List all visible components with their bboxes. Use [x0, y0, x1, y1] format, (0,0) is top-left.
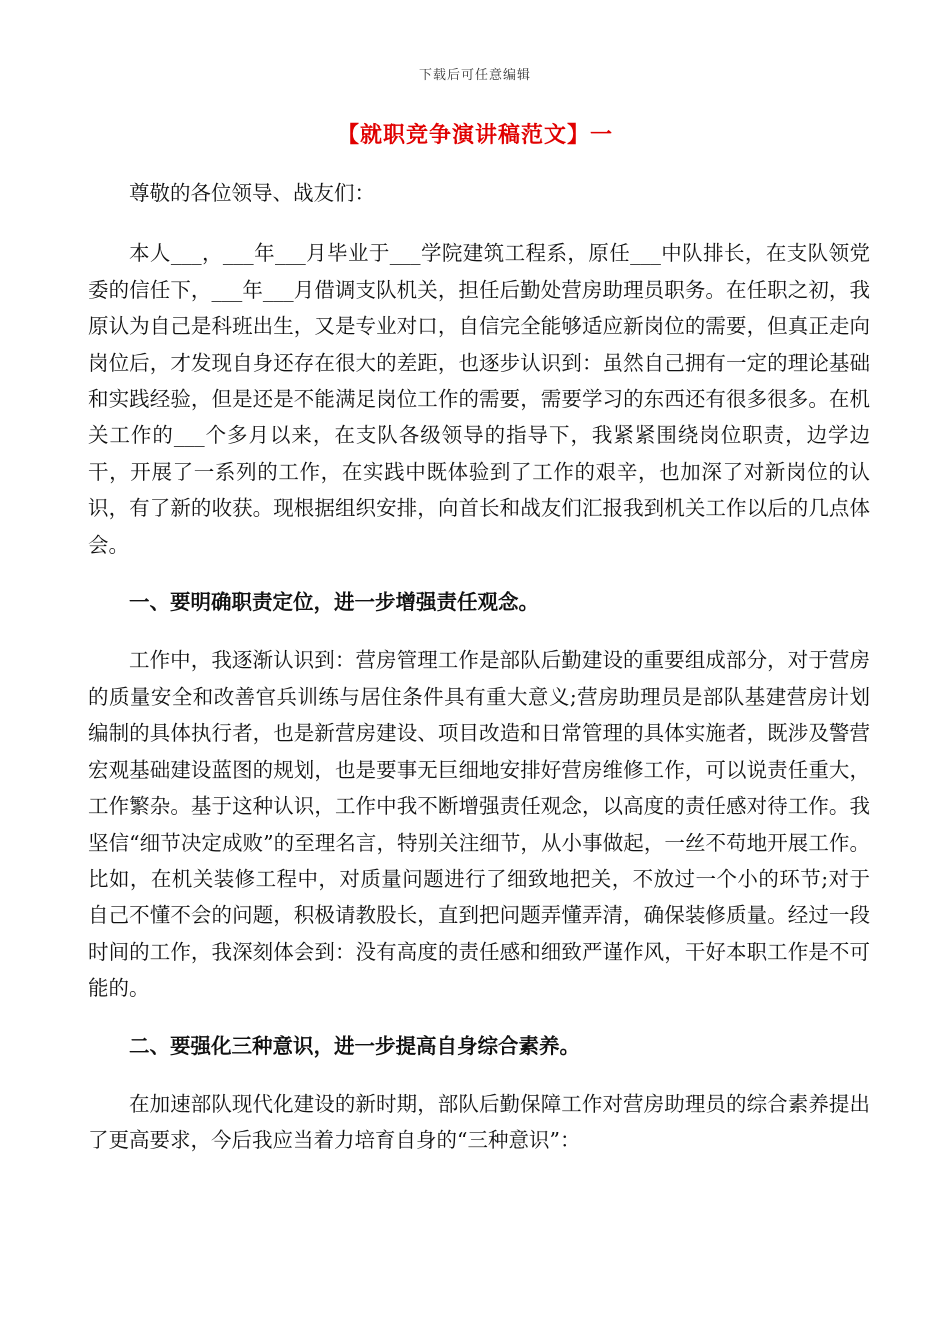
document-title: 【就职竞争演讲稿范文】一 [336, 122, 613, 148]
section-1-paragraph: 工作中，我逐渐认识到：营房管理工作是部队后勤建设的重要组成部分，对于营房的质量安全和改善官兵训练与居住条件具有重大意义;营房助理员是部队基建营房计划编制的具体执行者，也是新营房建设、项目改造和日常管理的具体实施者，既涉及警营宏观基础建设蓝图的规划，也是要事无巨细地安排好营房维修工作，可以说责任重大，工作繁杂。基于这种认识，工作中我不断增强责任观念，以高度的责任感对待工作。我坚信“细节决定成败”的至理名言，特别关注细节，从小事做起，一丝不苟地开展工作。比如，在机关装修工程中，对质量问题进行了细致地把关，不放过一个小的环节;对于自己不懂不会的问题，积极请教股长，直到把问题弄懂弄清，确保装修质量。经过一段时间的工作，我深刻体会到：没有高度的责任感和细致严谨作风，干好本职工作是不可能的。 [88, 648, 870, 1001]
header-note: 下载后可任意编辑 [418, 68, 531, 83]
section-1-heading: 一、要明确职责定位，进一步增强责任观念。 [129, 590, 539, 615]
document-body [88, 175, 870, 1159]
section-2-heading: 二、要强化三种意识，进一步提高自身综合素养。 [129, 1033, 580, 1058]
section-2-paragraph: 在加速部队现代化建设的新时期，部队后勤保障工作对营房助理员的综合素养提出了更高要求，今后我应当着力培育自身的“三种意识”： [88, 1091, 870, 1153]
greeting: 尊敬的各位领导、战友们： [129, 181, 375, 205]
intro-paragraph: 本人___，___年___月毕业于___学院建筑工程系，原任___中队排长，在支队领党委的信任下，___年___月借调支队机关，担任后勤处营房助理员职务。在任职之初，我原认为自己是科班出生，又是专业对口，自信完全能够适应新岗位的需要，但真正走向岗位后，才发现自身还存在很大的差距，也逐步认识到：虽然自己拥有一定的理论基础和实践经验，但是还是不能满足岗位工作的需要，需要学习的东西还有很多很多。在机关工作的___个多月以来，在支队各级领导的指导下，我紧紧围绕岗位职责，边学边干，开展了一系列的工作，在实践中既体验到了工作的艰辛，也加深了对新岗位的认识，有了新的收获。现根据组织安排，向首长和战友们汇报我到机关工作以后的几点体会。 [88, 241, 870, 557]
